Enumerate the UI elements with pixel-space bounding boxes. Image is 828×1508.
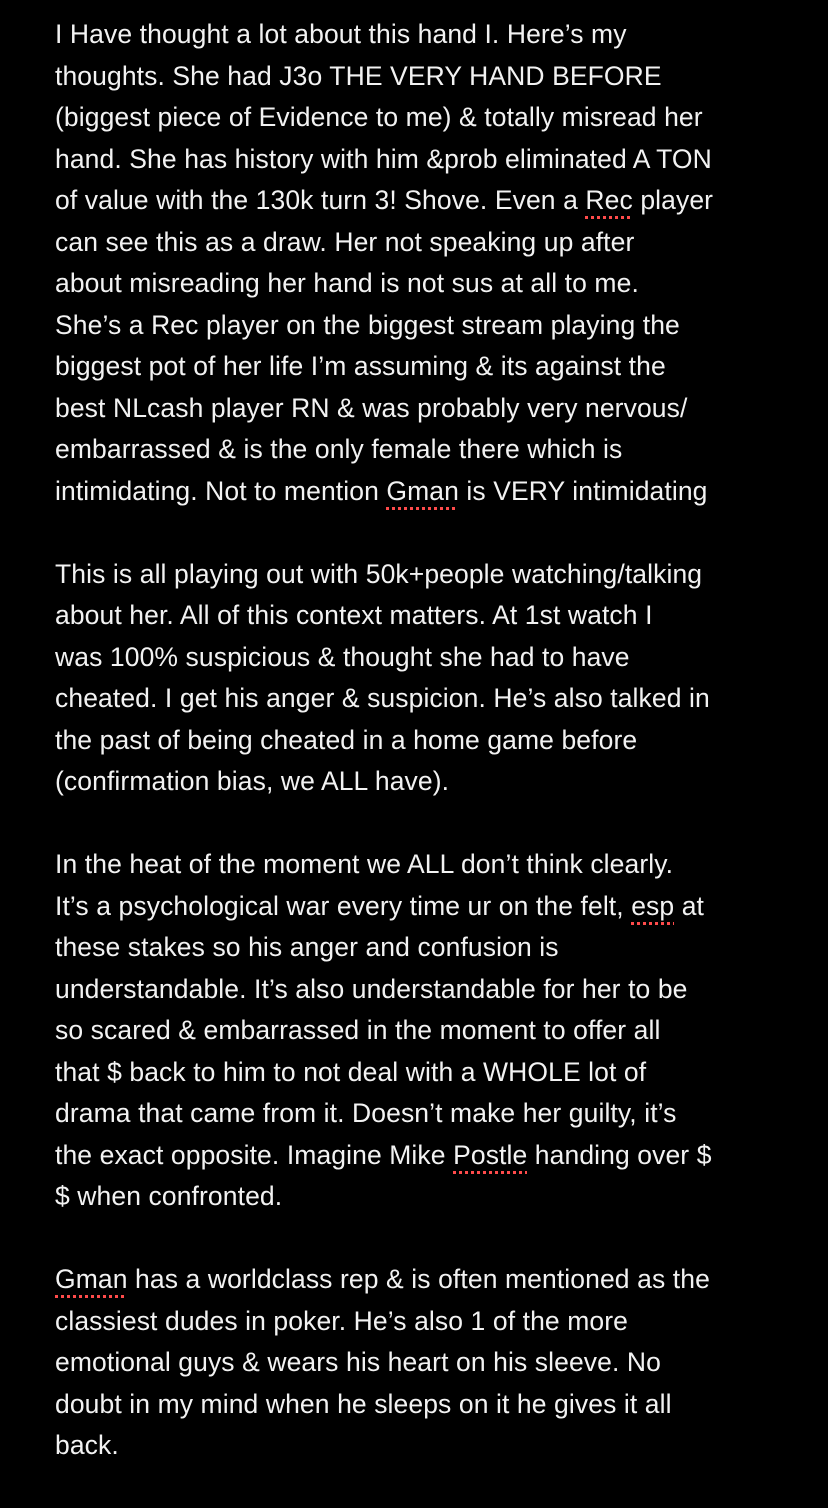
misspelled-word: Gman [55,1264,128,1294]
note-line [55,1301,795,1343]
text-run: the past of being cheated in a home game before [55,724,638,755]
note-line [55,1052,795,1094]
note-line [55,471,795,513]
text-run: emotional guys & wears his heart on his sleeve. No [55,1347,661,1377]
note-line [55,263,795,305]
text-run: understandable. It’s also understandable for her to be [55,973,688,1004]
text-run: doubt in my mind when he sleeps on it he gives it all [55,1388,672,1419]
note-line [55,637,795,679]
text-run: embarrassed & is the only female there which is [55,434,623,464]
note-paragraph [55,554,795,803]
text-run: of value with the 130k turn 3! Shove. Even a [55,185,586,215]
note-line [55,388,795,430]
note-line [55,1342,795,1384]
text-run: This is all playing out with 50k+people watching/talking [55,558,703,589]
note-line [55,1384,795,1426]
note-line [55,761,795,803]
text-run: can see this as a draw. Her not speaking up after [55,226,635,257]
note-line [55,1135,795,1177]
note-line [55,886,795,928]
note-paragraph [55,844,795,1218]
note-line [55,1093,795,1135]
text-run: that $ back to him to not deal with a WHOLE lot of [55,1056,647,1087]
misspelled-word: Gman [386,475,459,506]
note-line [55,554,795,596]
text-run: about misreading her hand is not sus at all to me. [55,268,639,298]
text-run: cheated. I get his anger & suspicion. He’s also talked in [55,683,710,713]
note-line [55,595,795,637]
text-run: player [632,185,714,215]
note-line [55,969,795,1011]
note-line [55,927,795,969]
text-run: back. [55,1430,119,1460]
text-run: In the heat of the moment we ALL don’t think clearly. [55,849,674,879]
misspelled-word: Postle [453,1139,528,1170]
text-run: so scared & embarrassed in the moment to offer all [55,1015,661,1045]
note-line [55,97,795,139]
text-run: biggest pot of her life I’m assuming & its against the [55,351,666,381]
misspelled-word: esp [631,890,675,921]
note-line [55,1425,795,1467]
note-line [55,180,795,222]
misspelled-word: Rec [585,185,633,215]
text-run: was 100% suspicious & thought she had to have [55,641,630,672]
text-run: hand. She has history with him &prob eliminated A TON [55,143,712,174]
text-run: (biggest piece of Evidence to me) & totally misread her [55,102,703,132]
note-paragraph [55,14,795,512]
text-run: these stakes so his anger and confusion is [55,932,559,962]
note-line [55,222,795,264]
text-run: best NLcash player RN & was probably very nervous/ [55,392,688,423]
text-run: about her. All of this context matters. At 1st watch I [55,600,653,630]
note-line [55,678,795,720]
text-run: She’s a Rec player on the biggest stream playing the [55,309,680,340]
note-line [55,56,795,98]
text-run: classiest dudes in poker. He’s also 1 of the more [55,1305,628,1336]
text-run: (confirmation bias, we ALL have). [55,766,450,796]
note-line [55,14,795,56]
text-run: handing over $ [527,1139,712,1170]
note-line [55,720,795,762]
note-line [55,1010,795,1052]
text-run: has a worldclass rep & is often mentioned as the [127,1264,710,1294]
text-run: It’s a psychological war every time ur on the felt, [55,890,632,921]
text-run: drama that came from it. Doesn’t make her guilty, it’s [55,1098,677,1128]
note-line [55,1259,795,1301]
text-run: $ when confronted. [55,1181,283,1211]
note-line [55,139,795,181]
note-line [55,305,795,347]
text-run: at [674,890,704,921]
text-run: the exact opposite. Imagine Mike [55,1139,454,1170]
note-paragraph [55,1259,795,1467]
note-line [55,346,795,388]
note-line [55,429,795,471]
note-line [55,844,795,886]
note-line [55,1176,795,1218]
text-run: I Have thought a lot about this hand I. Here’s my [55,19,627,49]
note-text-body[interactable] [55,14,795,1508]
text-run: thoughts. She had J3o THE VERY HAND BEFORE [55,60,662,91]
text-run: intimidating. Not to mention [55,475,387,506]
text-run: is VERY intimidating [458,475,708,506]
